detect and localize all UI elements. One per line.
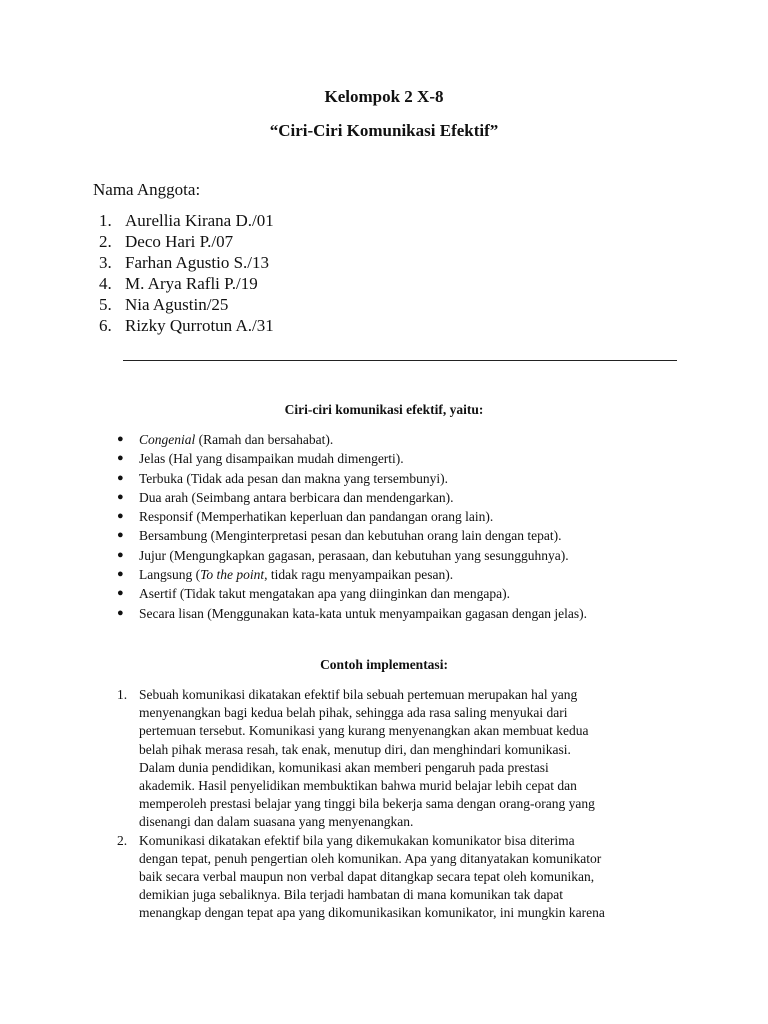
example-line: dengan tepat, penuh pengertian oleh komunikan. Apa yang ditanyatakan komunikator — [139, 850, 602, 866]
bullet-icon: ● — [117, 490, 124, 503]
bullet-icon: ● — [117, 471, 124, 484]
member-number: 1. — [99, 211, 112, 230]
trait-text-lead: Secara lisan (Menggunakan kata-kata untuk menyampaikan gagasan dengan jelas). — [139, 605, 587, 621]
example-line: disenangi dan dalam suasana yang menyenangkan. — [139, 814, 414, 830]
trait-item — [117, 488, 587, 507]
trait-item — [117, 584, 587, 603]
example-item — [117, 832, 687, 923]
document-subtitle: “Ciri-Ciri Komunikasi Efektif” — [269, 121, 499, 140]
trait-text-italic: To the point — [200, 567, 265, 583]
member-item — [93, 273, 274, 294]
trait-text-lead: Jujur (Mengungkapkan gagasan, perasaan, dan kebutuhan yang sesungguhnya). — [139, 547, 569, 563]
trait-item — [117, 430, 587, 449]
trait-text-lead: Terbuka (Tidak ada pesan dan makna yang tersembunyi). — [139, 470, 448, 486]
trait-item — [117, 526, 587, 545]
bullet-icon: ● — [117, 548, 124, 561]
members-label: Nama Anggota: — [93, 180, 201, 199]
trait-text-rest: , tidak ragu menyampaikan pesan). — [264, 567, 454, 583]
trait-item — [117, 546, 587, 565]
example-line: Komunikasi dikatakan efektif bila yang dikemukakan komunikator bisa diterima — [139, 832, 575, 848]
member-name: M. Arya Rafli P./19 — [125, 274, 258, 293]
examples-heading: Contoh implementasi: — [320, 657, 448, 672]
member-name: Nia Agustin/25 — [125, 295, 229, 314]
member-name: Deco Hari P./07 — [125, 232, 234, 251]
example-line: belah pihak merasa resah, tak enak, menutup diri, dan menghindari komunikasi. — [139, 741, 571, 757]
example-line: baik secara verbal maupun non verbal dapat ditangkap secara tepat oleh komunikan, — [139, 869, 595, 885]
example-line: Sebuah komunikasi dikatakan efektif bila sebuah pertemuan merupakan hal yang — [139, 687, 578, 702]
trait-text-lead: Asertif (Tidak takut mengatakan apa yang diinginkan dan mengapa). — [139, 586, 511, 602]
trait-text-lead: Bersambung (Menginterpretasi pesan dan kebutuhan orang lain dengan tepat). — [139, 528, 562, 544]
traits-heading: Ciri-ciri komunikasi efektif, yaitu: — [284, 402, 484, 417]
member-item — [93, 315, 274, 336]
trait-text-lead: Langsung ( — [139, 567, 201, 583]
bullet-icon: ● — [117, 433, 124, 445]
trait-item — [117, 604, 587, 623]
examples-list — [117, 686, 687, 923]
example-line: memperoleh prestasi belajar yang tinggi bila bekerja sama dengan orang-orang yang — [139, 796, 595, 812]
member-item — [93, 252, 274, 273]
bullet-icon: ● — [117, 452, 124, 465]
member-name: Aurellia Kirana D./01 — [125, 211, 274, 230]
member-number: 6. — [99, 316, 112, 335]
member-number: 5. — [99, 295, 112, 314]
bullet-icon: ● — [117, 587, 124, 600]
trait-text-rest: (Ramah dan bersahabat). — [195, 432, 334, 447]
members-list — [93, 210, 274, 336]
traits-list — [117, 430, 587, 623]
bullet-icon: ● — [117, 606, 124, 619]
member-item — [93, 231, 274, 252]
example-number: 2. — [117, 832, 128, 848]
trait-item — [117, 507, 587, 526]
example-number: 1. — [117, 687, 128, 702]
bullet-icon: ● — [117, 568, 124, 581]
example-line: menyenangkan bagi kedua belah pihak, sehingga ada rasa saling menyukai dari — [139, 705, 568, 721]
example-line: menangkap dengan tepat apa yang dikomunikasikan komunikator, ini mungkin karena — [139, 905, 605, 921]
member-number: 2. — [99, 232, 112, 251]
bullet-icon: ● — [117, 510, 124, 523]
trait-text-italic: Congenial — [139, 432, 196, 447]
example-line: demikian juga sebaliknya. Bila terjadi hambatan di mana komunikan tak dapat — [139, 887, 563, 903]
trait-item — [117, 449, 587, 468]
document-title: Kelompok 2 X-8 — [324, 87, 444, 106]
section-divider — [123, 360, 677, 361]
example-item — [117, 686, 687, 832]
trait-text-lead: Responsif (Memperhatikan keperluan dan pandangan orang lain). — [139, 509, 494, 525]
member-name: Farhan Agustio S./13 — [125, 253, 270, 272]
example-line: Dalam dunia pendidikan, komunikasi akan memberi pengaruh pada prestasi — [139, 759, 549, 775]
trait-item — [117, 565, 587, 584]
bullet-icon: ● — [117, 529, 124, 542]
example-line: pertemuan tersebut. Komunikasi yang kurang menyenangkan akan membuat kedua — [139, 723, 589, 739]
member-item — [93, 294, 274, 315]
trait-item — [117, 469, 587, 488]
trait-text-lead: Jelas (Hal yang disampaikan mudah dimengerti). — [139, 451, 404, 467]
trait-text-lead: Dua arah (Seimbang antara berbicara dan mendengarkan). — [139, 489, 454, 505]
member-name: Rizky Qurrotun A./31 — [125, 316, 274, 335]
example-line: akademik. Hasil penyelidikan membuktikan bahwa murid belajar lebih cepat dan — [139, 778, 577, 794]
member-number: 4. — [99, 274, 112, 293]
member-item — [93, 210, 274, 231]
member-number: 3. — [99, 253, 112, 272]
